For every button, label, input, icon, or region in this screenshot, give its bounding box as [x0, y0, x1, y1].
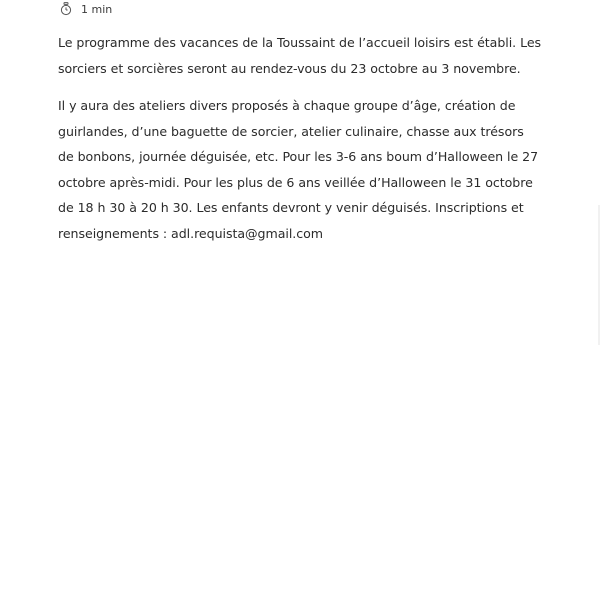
article-paragraph-1: Le programme des vacances de la Toussaint de l’accueil loisirs est établi. Les sorciers et sorcières seront au rendez-vous du 23 octobre au 3 novembre.	[58, 35, 542, 76]
post-meta	[58, 0, 542, 18]
article-paragraph-2: Il y aura des ateliers divers proposés à chaque groupe d’âge, création de guirlandes, d’une baguette de sorcier, atelier culinaire, chasse aux trésors de bonbons, journée déguisée, etc. Pour les 3-6 ans boum d’Halloween le 27 octobre après-midi. Pour les plus de 6 ans veillée d’Halloween le 31 octobre de 18 h 30 à 20 h 30. Les enfants devront y venir déguisés. Inscriptions et renseignements : adl.requista@gmail.com	[58, 98, 539, 241]
read-time: 1 min	[81, 2, 113, 16]
article-body	[58, 0, 542, 246]
stopwatch-icon	[59, 1, 73, 17]
